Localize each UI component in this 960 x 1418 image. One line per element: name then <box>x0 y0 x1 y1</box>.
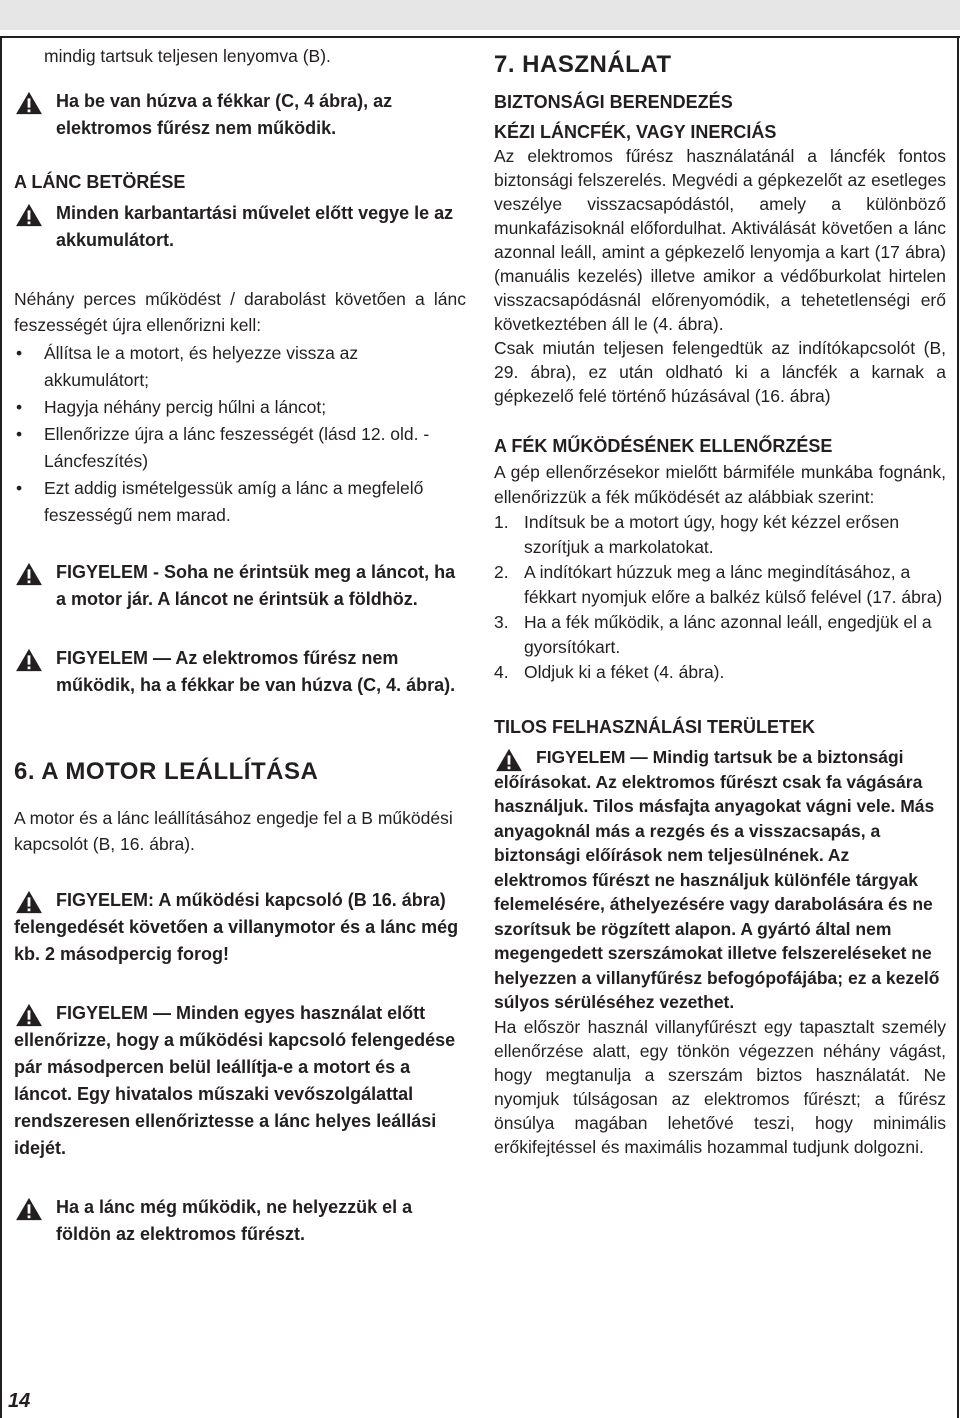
section-title-chain-breakin: A LÁNC BETÖRÉSE <box>14 172 186 192</box>
warning-brake <box>14 88 466 142</box>
left-column <box>14 44 466 1248</box>
warning-ground-text: Ha a lánc még működik, ne helyezzük el a földön az elektromos fűrészt. <box>56 1197 413 1244</box>
page-frame-top <box>0 36 960 38</box>
section-title-brake-check: A FÉK MŰKÖDÉSÉNEK ELLENŐRZÉSE <box>494 436 833 456</box>
step-number: 1. <box>494 512 509 532</box>
warning-prohibited-text: FIGYELEM — Mindig tartsuk be a biztonsági előírásokat. Az elektromos fűrészt csak fa vágására használjuk. Tilos másfajta anyagokat vágni vele. Más anyagoknál más a rezgés és a visszacsapás, a biztonsági előírások nem teljesülnének. Az elektromos fűrészt ne használjuk különféle tárgyak felemelésére, áthelyezésére vagy darabolására és ne szorítsuk be rögzített alapon. A gyártó által nem megengedett szerszámokat illetve felszereléseket ne helyezzen a villanyfűrész befogópofájába; ez a kezelő súlyos sérüléséhez vezethet. <box>494 747 940 1012</box>
chain-breakin-intro: Néhány perces működést / darabolást követően a lánc feszességét újra ellenőrizni kell: <box>14 289 466 335</box>
warning-switch <box>14 887 466 968</box>
top-bar <box>0 0 960 30</box>
bullet-icon: • <box>16 424 23 444</box>
list-item: 3. Ha a fék működik, a lánc azonnal leáll, engedjük el a gyorsítókart. <box>494 612 932 657</box>
warning-maintenance-text: Minden karbantartási művelet előtt vegye le az akkumulátort. <box>56 203 454 250</box>
warning-switch-text: FIGYELEM: A működési kapcsoló (B 16. ábra) felengedését követően a villanymotor és a lánc még kb. 2 másodpercig forog! <box>14 890 459 964</box>
warning-touch-text: FIGYELEM - Soha ne érintsük meg a láncot, ha a motor jár. A láncot ne érintsük a földhöz. <box>56 562 456 609</box>
list-item: • Ezt addig ismételgessük amíg a lánc a megfelelő feszességű nem marad. <box>14 475 466 529</box>
warning-triangle-icon <box>14 562 44 586</box>
warning-triangle-icon <box>14 203 44 227</box>
prohibited-text: Ha először használ villanyfűrészt egy tapasztalt személy ellenőrzése alatt, egy tönkön végezzen néhány vágást, hogy megtanulja a szerszám biztos használatát. Ne nyomjuk túlságosan az elektromos fűrészt; a fűrész önsúlya magában lehetővé teszi, hogy minimális erőkifejtéssel és maximális hozammal tudjunk dolgozni. <box>494 1016 946 1157</box>
warning-triangle-icon <box>14 1003 44 1027</box>
bullet-icon: • <box>16 343 23 363</box>
step-number: 4. <box>494 662 509 682</box>
use-text-2: Csak miután teljesen felengedtük az indítókapcsolót (B, 29. ábra), ez után oldható ki a láncfék a karnak a gépkezelő felé történő húzásával (16. ábra) <box>494 338 946 406</box>
warning-ground <box>14 1194 466 1248</box>
list-item: • Ellenőrizze újra a lánc feszességét (lásd 12. old. - Láncfeszítés) <box>14 421 466 475</box>
step-number: 3. <box>494 612 509 632</box>
warning-maintenance <box>14 200 466 254</box>
warning-triangle-icon <box>14 91 44 115</box>
brake-check-steps <box>494 510 946 685</box>
list-item: 1. Indítsuk be a motort úgy, hogy két kézzel erősen szorítjuk a markolatokat. <box>494 512 900 557</box>
list-item: 4. Oldjuk ki a féket (4. ábra). <box>494 660 946 685</box>
bullet-icon: • <box>16 478 23 498</box>
warning-triangle-icon <box>494 748 524 772</box>
warning-touch <box>14 559 466 613</box>
warning-brake-lever-text: FIGYELEM — Az elektromos fűrész nem működik, ha a fékkar be van húzva (C, 4. ábra). <box>56 648 456 695</box>
page-number: 14 <box>8 1390 31 1412</box>
chain-breakin-steps <box>14 340 466 529</box>
list-item: 2. A indítókart húzzuk meg a lánc megindításához, a fékkart nyomjuk előre a balkéz külső felével (17. ábra) <box>494 562 943 607</box>
right-column <box>494 44 946 1159</box>
motor-stop-text: A motor és a lánc leállításához engedje fel a B működési kapcsolót (B, 16. ábra). <box>14 808 453 854</box>
page-frame-left <box>0 36 2 1418</box>
list-item: • Állítsa le a motort, és helyezze vissza az akkumulátort; <box>14 340 466 394</box>
section-title-use: 7. HASZNÁLAT <box>494 51 672 78</box>
warning-brake-text: Ha be van húzva a fékkar (C, 4 ábra), az elektromos fűrész nem működik. <box>56 91 393 138</box>
section-subsubtitle-chain-brake: KÉZI LÁNCFÉK, VAGY INERCIÁS <box>494 122 777 142</box>
page-frame-right <box>957 36 959 1418</box>
warning-triangle-icon <box>14 1197 44 1221</box>
use-text-1: Az elektromos fűrész használatánál a láncfék fontos biztonsági felszerelés. Megvédi a gépkezelőt az esetleges veszélye visszacsapódástól, amely a különböző munkafázisoknál előfordulhat. Aktiválását követően a lánc azonnal leáll, amint a gépkezelő lenyomja a kart (17 ábra) (manuális kezelés) illetve amikor a védőburkolat hirtelen visszacsapódásnál előrenyomódik, a tehetetlenségi erő következtében áll le (4. ábra). <box>494 146 946 334</box>
warning-triangle-icon <box>14 890 44 914</box>
warning-prohibited <box>494 745 946 1015</box>
bullet-icon: • <box>16 397 23 417</box>
section-subtitle-safety: BIZTONSÁGI BERENDEZÉS <box>494 92 733 112</box>
list-item: • Hagyja néhány percig hűlni a láncot; <box>14 394 466 421</box>
step-number: 2. <box>494 562 509 582</box>
warning-each-use-text: FIGYELEM — Minden egyes használat előtt ellenőrizze, hogy a működési kapcsoló felengedése pár másodpercen belül leállítja-e a motort és a láncot. Egy hivatalos műszaki vevőszolgálattal rendszeresen ellenőriztesse a lánc helyes leállási idejét. <box>14 1003 456 1158</box>
section-title-motor-stop: 6. A MOTOR LEÁLLÍTÁSA <box>14 758 319 785</box>
intro-text: mindig tartsuk teljesen lenyomva (B). <box>44 46 331 66</box>
brake-check-intro: A gép ellenőrzésekor mielőtt bármiféle munkába fognánk, ellenőrizzük a fék működését az alábbiak szerint: <box>494 462 946 507</box>
warning-brake-lever <box>14 645 466 699</box>
warning-each-use <box>14 1000 466 1162</box>
section-title-prohibited: TILOS FELHASZNÁLÁSI TERÜLETEK <box>494 717 815 737</box>
warning-triangle-icon <box>14 648 44 672</box>
